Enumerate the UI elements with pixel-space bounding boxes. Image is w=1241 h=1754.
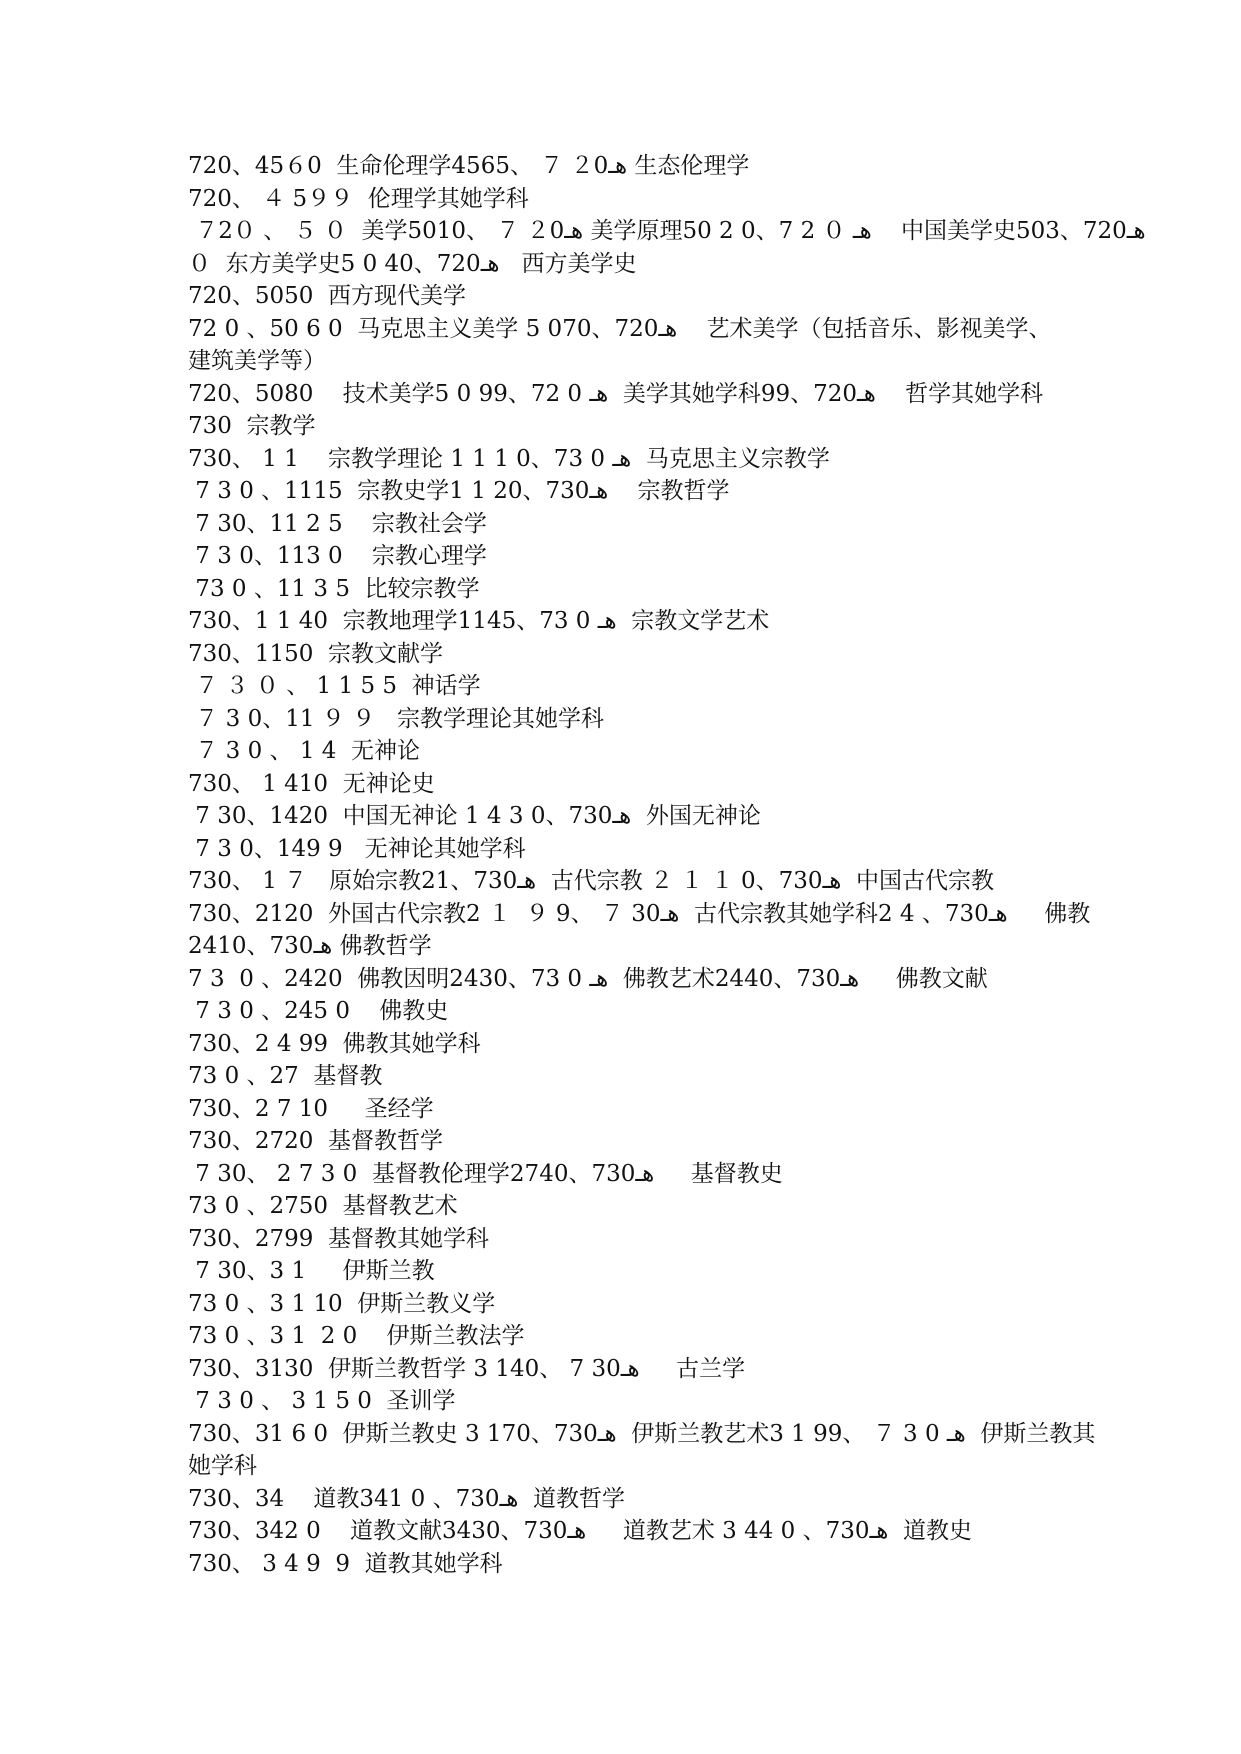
text-line: 720、 ４ 5９９ 伦理学其她学科 bbox=[188, 185, 529, 212]
text-line: 建筑美学等） bbox=[188, 348, 326, 374]
text-line: 7 3 0 、245 0 佛教史 bbox=[188, 998, 449, 1024]
text-line: 7 3 0 、1115 宗教史学1 1 20、730هـ 宗教哲学 bbox=[188, 478, 730, 504]
text-line: 73 0 、11 3 5 比较宗教学 bbox=[188, 575, 480, 602]
text-line: 730、1150 宗教文献学 bbox=[188, 640, 444, 667]
text-line: 7 3 0 、 3 1 5 0 圣训学 bbox=[188, 1388, 456, 1414]
text-line: 730、2 4 99 佛教其她学科 bbox=[188, 1030, 481, 1057]
text-line: 730、2799 基督教其她学科 bbox=[188, 1225, 490, 1252]
text-line: 7 30、3 1 伊斯兰教 bbox=[188, 1258, 435, 1284]
text-line: 73 0 、3 1 10 伊斯兰教义学 bbox=[188, 1290, 496, 1317]
text-line: 她学科 bbox=[188, 1453, 257, 1479]
text-line: 730、31 6 0 伊斯兰教史 3 170、730هـ 伊斯兰教艺术3 1 99、 ７ 3 0 هـ 伊斯兰教其 bbox=[188, 1420, 1096, 1447]
text-line: 730、 1 ７ 原始宗教21、730هـ 古代宗教 ２ １ １ 0、730هـ 中国古代宗教 bbox=[188, 868, 995, 894]
text-line: 2410、730هـ 佛教哲学 bbox=[188, 933, 432, 959]
text-line: ７ 3 0、11 ９ ９ 宗教学理论其她学科 bbox=[188, 705, 605, 732]
text-line: 720、5080 技术美学5 0 99、72 0 هـ 美学其她学科99、720هـ 哲学其她学科 bbox=[188, 380, 1044, 407]
text-line: 73 0 、2750 基督教艺术 bbox=[188, 1193, 458, 1219]
text-line: 730、2720 基督教哲学 bbox=[188, 1128, 444, 1154]
text-line: 730 宗教学 bbox=[188, 413, 316, 439]
text-line: 7 30、 2 7 3 0 基督教伦理学2740、730هـ 基督教史 bbox=[188, 1160, 783, 1187]
text-line: 720、45６0 生命伦理学4565、 ７ ２0هـ 生态伦理学 bbox=[188, 153, 750, 179]
text-line: 730、1 1 40 宗教地理学1145、73 0 هـ 宗教文学艺术 bbox=[188, 608, 770, 634]
text-line: 7 3 0 、2420 佛教因明2430、73 0 هـ 佛教艺术2440、730هـ 佛教文献 bbox=[188, 965, 988, 992]
text-line: ７ ３ ０ 、 1 1 5 5 神话学 bbox=[188, 673, 481, 699]
text-line: 730、3130 伊斯兰教哲学 3 140、 7 30هـ 古兰学 bbox=[188, 1355, 746, 1382]
text-line: 730、342 0 道教文献3430、730هـ 道教艺术 3 44 0 、730هـ 道教史 bbox=[188, 1518, 973, 1544]
text-line: ０ 东方美学史5 0 40、720هـ 西方美学史 bbox=[188, 250, 637, 277]
text-line: 7 30、1420 中国无神论 1 4 3 0、730هـ 外国无神论 bbox=[188, 803, 761, 829]
text-line: 730、34 道教341 0 、730هـ 道教哲学 bbox=[188, 1485, 625, 1512]
text-line: ７ 3 0 、 1 4 无神论 bbox=[188, 738, 421, 764]
text-line: 73 0 、27 基督教 bbox=[188, 1063, 383, 1089]
text-line: 73 0 、3 1 2 0 伊斯兰教法学 bbox=[188, 1323, 525, 1349]
text-line: 730、 1 1 宗教学理论 1 1 1 0、73 0 هـ 马克思主义宗教学 bbox=[188, 445, 830, 472]
text-line: 72 0 、50 6 0 马克思主义美学 5 070、720هـ 艺术美学（包括音乐、影视美学、 bbox=[188, 315, 1052, 342]
text-line: 730、 3 4 9 9 道教其她学科 bbox=[188, 1550, 503, 1577]
text-line: 7 3 0、113 0 宗教心理学 bbox=[188, 543, 487, 569]
text-line: 7 30、11 2 5 宗教社会学 bbox=[188, 510, 487, 537]
text-line: 730、 1 410 无神论史 bbox=[188, 770, 435, 797]
text-line: ７2０ 、 ５ ０ 美学5010、 ７ ２0هـ 美学原理50 2 0、7 2 ０ هـ 中国美学史503、720هـ bbox=[188, 218, 1146, 244]
text-line: 730、2 7 10 圣经学 bbox=[188, 1095, 434, 1122]
text-line: 7 3 0、149 9 无神论其她学科 bbox=[188, 835, 526, 862]
document-body bbox=[188, 150, 1146, 1580]
text-line: 720、5050 西方现代美学 bbox=[188, 283, 467, 309]
text-line: 730、2120 外国古代宗教2 １ ９ 9、 ７ 30هـ 古代宗教其她学科2 4 、730هـ 佛教 bbox=[188, 900, 1091, 927]
